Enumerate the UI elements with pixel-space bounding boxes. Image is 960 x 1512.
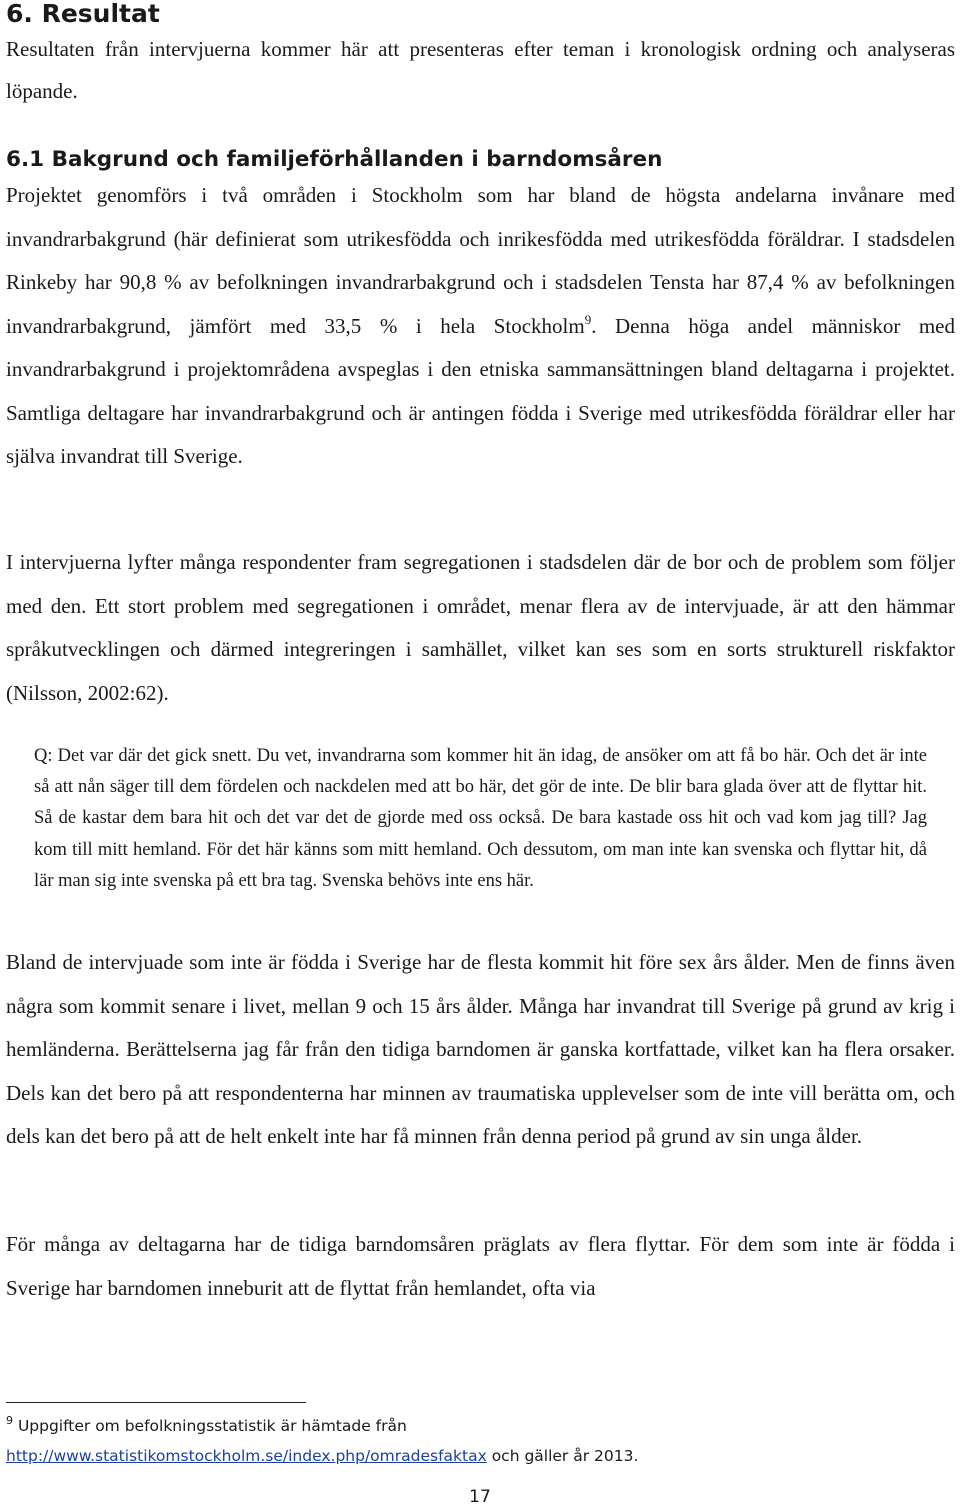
footnote <box>6 1411 906 1471</box>
body-paragraph-2: I intervjuerna lyfter många respondenter fram segregationen i stadsdelen där de bor och de problem som följer med den. Ett stort problem med segregationen i området, menar flera av de intervjuade, är att den hämmar språkutvecklingen och därmed integreringen i samhället, vilket kan ses som en sorts strukturell riskfaktor (Nilsson, 2002:62). <box>6 550 955 705</box>
footnote-link[interactable]: http://www.statistikomstockholm.se/index.php/omradesfaktax <box>6 1447 487 1465</box>
footnote-separator <box>6 1402 306 1403</box>
footnote-number: 9 <box>6 1414 13 1427</box>
footnote-suffix: och gäller år 2013. <box>486 1447 639 1465</box>
interview-quote: Q: Det var där det gick snett. Du vet, invandrarna som kommer hit än idag, de ansöker om att få bo här. Och det är inte så att nån säger till dem fördelen och nackdelen med att bo här, det gör de inte. De blir bara glada över att de flyttar hit. Så de kastar dem bara hit och det var det de gjorde med oss också. De bara kastade oss hit och vad kom jag till? Jag kom till mitt hemland. För det här känns som mitt hemland. Och dessutom, om man inte kan svenska och flyttar hit, då lär man sig inte svenska på ett bra tag. Svenska behövs inte ens här. <box>34 746 927 891</box>
body-paragraph-1-continued: . Denna höga andel människor med invandrarbakgrund i projektområdena avspeglas i den etniska sammansättningen bland deltagarna i projektet. Samtliga deltagare har invandrarbakgrund och är antingen födda i Sverige med utrikesfödda föräldrar eller har själva invandrat till Sverige. <box>6 313 955 468</box>
chapter-heading: 6. Resultat <box>6 0 160 28</box>
footnote-reference: 9 <box>584 311 592 327</box>
footnote-text: Uppgifter om befolkningsstatistik är hämtade från <box>17 1417 407 1435</box>
body-paragraph-3: Bland de intervjuade som inte är födda i Sverige har de flesta kommit hit före sex års ålder. Men de finns även några som kommit senare i livet, mellan 9 och 15 års ålder. Många har invandrat till Sverige på grund av krig i hemländerna. Berättelserna jag får från den tidiga barndomen är ganska kortfattade, vilket kan ha flera orsaker. Dels kan det bero på att respondenterna har minnen av traumatiska upplevelser som de inte vill berätta om, och dels kan det bero på att de helt enkelt inte har få minnen från denna period på grund av sin unga ålder. <box>6 950 955 1148</box>
intro-paragraph: Resultaten från intervjuerna kommer här att presenteras efter teman i kronologisk ordning och analyseras löpande. <box>6 37 955 103</box>
body-paragraph-1-text: Projektet genomförs i två områden i Stockholm som har bland de högsta andelarna invånare med invandrarbakgrund (här definierat som utrikesfödda och inrikesfödda med utrikesfödda föräldrar. I stadsdelen Rinkeby har 90,8 % av befolkningen invandrarbakgrund och i stadsdelen Tensta har 87,4 % av befolkningen invandrarbakgrund, jämfört med 33,5 % i hela Stockholm <box>6 183 955 338</box>
section-heading: 6.1 Bakgrund och familjeförhållanden i barndomsåren <box>6 147 663 172</box>
body-paragraph-4: För många av deltagarna har de tidiga barndomsåren präglats av flera flyttar. För dem som inte är födda i Sverige har barndomen inneburit att de flyttat från hemlandet, ofta via <box>6 1232 955 1300</box>
body-paragraph-1 <box>6 174 955 479</box>
page-number: 17 <box>469 1487 491 1507</box>
